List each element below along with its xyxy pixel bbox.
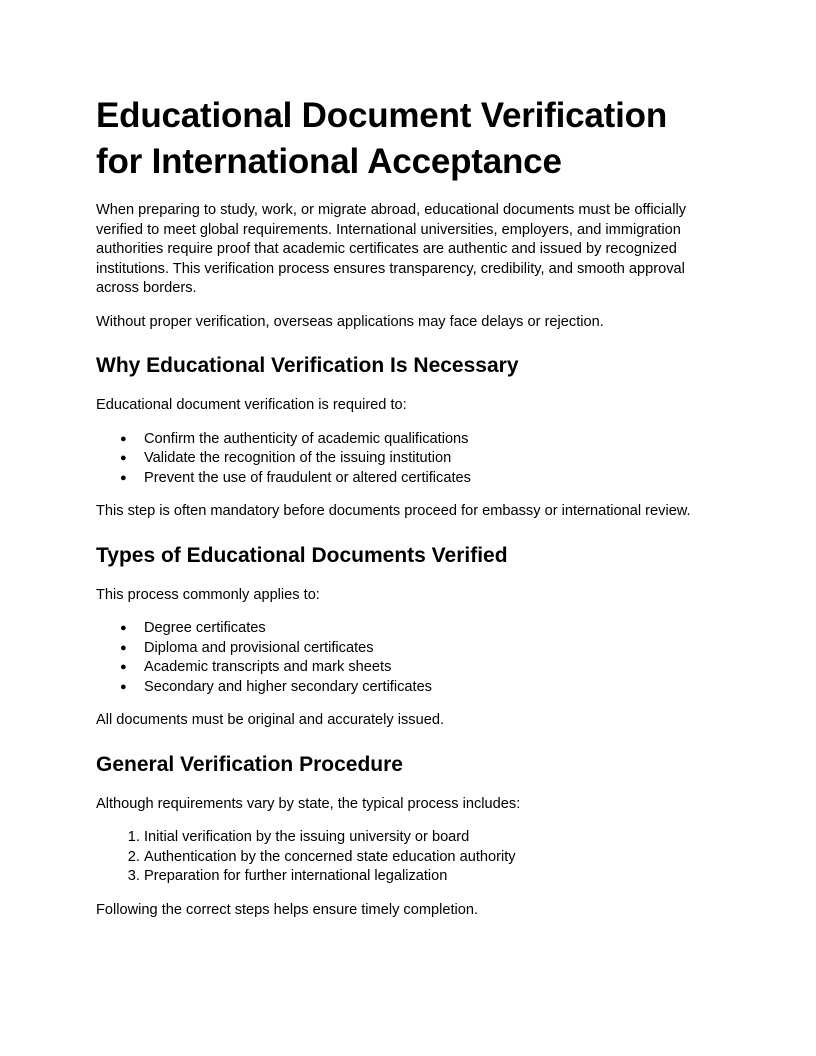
list-item: ● Prevent the use of fraudulent or altered certificates: [144, 469, 722, 489]
section-heading-why-verification: Why Educational Verification Is Necessary: [96, 354, 519, 377]
section-lead: Educational document verification is required to:: [96, 397, 407, 413]
list-item: ● Confirm the authenticity of academic qualifications: [144, 430, 722, 450]
list-item: 3. Preparation for further international legalization: [144, 867, 722, 887]
section-lead: This process commonly applies to:: [96, 586, 320, 603]
list-item: ● Validate the recognition of the issuing institution: [144, 449, 722, 469]
bullet-icon: ●: [120, 641, 127, 654]
bullet-icon: ●: [120, 432, 127, 445]
section-heading-procedure: General Verification Procedure: [96, 752, 403, 776]
section-lead: Although requirements vary by state, the typical process includes:: [96, 795, 521, 812]
bullet-icon: ●: [120, 661, 127, 673]
list-item: ● Academic transcripts and mark sheets: [144, 658, 722, 678]
bullet-icon: ●: [120, 471, 127, 484]
list-item: 2. Authentication by the concerned state education authority: [144, 848, 722, 868]
list-item: ● Secondary and higher secondary certificates: [144, 678, 722, 698]
section-closing: Following the correct steps helps ensure timely completion.: [96, 901, 479, 918]
list-item: ● Diploma and provisional certificates: [144, 639, 722, 659]
section-heading-document-types: Types of Educational Documents Verified: [96, 543, 508, 567]
intro-paragraph: When preparing to study, work, or migrate abroad, educational documents must be officially verified to meet global requirements. International universities, employers, and immigration authorities require proof that academic certificates are authentic and issued by recognized institutions. This verification process ensures transparency, credibility, and smooth approval across borders.: [96, 202, 686, 296]
bullet-list: [96, 430, 722, 489]
document-page: [96, 93, 722, 934]
list-item: 1. Initial verification by the issuing university or board: [144, 828, 722, 848]
bullet-list: [96, 619, 722, 697]
bullet-icon: ●: [120, 452, 127, 464]
bullet-icon: ●: [120, 680, 127, 693]
section-closing: This step is often mandatory before documents proceed for embassy or international review.: [96, 503, 691, 519]
section-closing: All documents must be original and accurately issued.: [96, 712, 444, 728]
list-item: ● Degree certificates: [144, 619, 722, 639]
document-title: Educational Document Verification for International Acceptance: [96, 96, 668, 181]
bullet-icon: ●: [120, 622, 127, 634]
intro-warning: Without proper verification, overseas applications may face delays or rejection.: [96, 313, 604, 330]
numbered-list: [96, 828, 722, 887]
